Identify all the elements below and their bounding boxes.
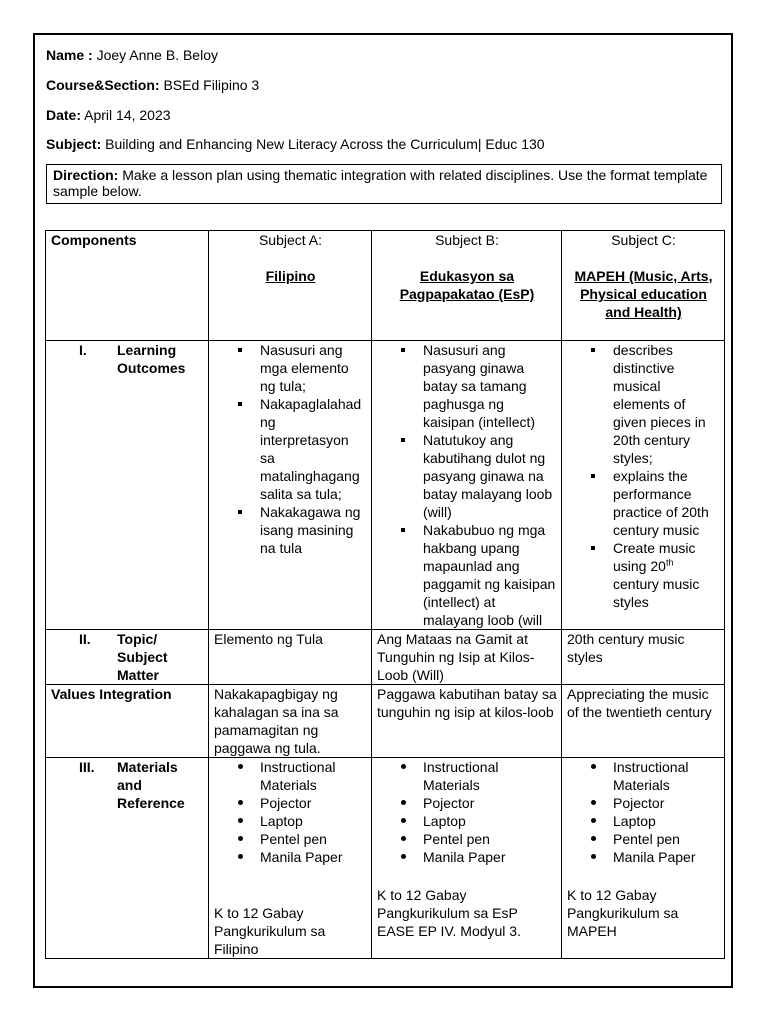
- materials-b: [372, 758, 562, 959]
- subject-b-header: Subject B: Edukasyon sa Pagpapakatao (EsP): [372, 231, 562, 341]
- list-item: Pojector: [567, 794, 720, 812]
- list-item: Nakapaglalahad ng interpretasyon sa matalinghagang salita sa tula;: [214, 395, 367, 503]
- list-item: explains the performance practice of 20th century music: [567, 467, 720, 539]
- materials-row: [46, 758, 725, 959]
- list-item: Natutukoy ang kabutihang dulot ng pasyang ginawa na batay malayang loob (will): [377, 431, 557, 521]
- learning-outcomes-label-cell: I. Learning Outcomes: [46, 341, 209, 630]
- name-value: Joey Anne B. Beloy: [96, 47, 218, 63]
- list-item: Pojector: [214, 794, 367, 812]
- list-item: Laptop: [377, 812, 557, 830]
- reference-b: K to 12 Gabay Pangkurikulum sa EsP EASE EP IV. Modyul 3.: [377, 887, 521, 939]
- subject-value: Building and Enhancing New Literacy Across the Curriculum| Educ 130: [105, 136, 545, 152]
- materials-c: [562, 758, 725, 959]
- values-c: Appreciating the music of the twentieth century: [562, 685, 725, 758]
- topic-c: 20th century music styles: [562, 630, 725, 685]
- name-line: Name : Joey Anne B. Beloy: [46, 47, 218, 63]
- list-item: Manila Paper: [567, 848, 720, 866]
- date-line: Date: April 14, 2023: [46, 107, 171, 123]
- materials-a: [209, 758, 372, 959]
- date-value: April 14, 2023: [84, 107, 171, 123]
- course-value: BSEd Filipino 3: [163, 77, 260, 93]
- course-line: Course&Section: BSEd Filipino 3: [46, 77, 260, 93]
- list-item: Instructional Materials: [214, 758, 367, 794]
- list-item: describes distinctive musical elements of given pieces in 20th century styles;: [567, 341, 720, 467]
- reference-c: K to 12 Gabay Pangkurikulum sa MAPEH: [567, 887, 679, 939]
- reference-a: K to 12 Gabay Pangkurikulum sa Filipino: [214, 905, 326, 957]
- list-item: Laptop: [214, 812, 367, 830]
- header-row: [46, 231, 725, 341]
- list-item: Nakakagawa ng isang masining na tula: [214, 503, 367, 557]
- list-item: Nasusuri ang mga elemento ng tula;: [214, 341, 367, 395]
- direction-box: [46, 164, 722, 204]
- topic-b: Ang Mataas na Gamit at Tunguhin ng Isip at Kilos-Loob (Will): [372, 630, 562, 685]
- direction-text: Make a lesson plan using thematic integration with related disciplines. Use the format template sample below.: [53, 167, 708, 199]
- list-item: Pojector: [377, 794, 557, 812]
- learning-outcomes-row: [46, 341, 725, 630]
- subject-c-name: MAPEH (Music, Arts, Physical education and Health): [574, 268, 713, 320]
- list-item: Create music using 20th century music styles: [567, 539, 720, 611]
- subject-c-header: Subject C: MAPEH (Music, Arts, Physical education and Health): [562, 231, 725, 341]
- values-b: Paggawa kabutihan batay sa tunguhin ng isip at kilos-loob: [372, 685, 562, 758]
- subject-b-name: Edukasyon sa Pagpapakatao (EsP): [399, 268, 535, 302]
- list-item: Pentel pen: [214, 830, 367, 848]
- list-item: Manila Paper: [214, 848, 367, 866]
- values-a: Nakakapagbigay ng kahalagan sa ina sa pamamagitan ng paggawa ng tula.: [209, 685, 372, 758]
- values-row: [46, 685, 725, 758]
- components-header: Components: [46, 231, 209, 341]
- values-label-cell: Values Integration: [46, 685, 209, 758]
- direction-label: Direction:: [53, 167, 119, 183]
- lesson-plan-table: [45, 230, 725, 959]
- materials-label-cell: III. Materials and Reference: [46, 758, 209, 959]
- list-item: Pentel pen: [567, 830, 720, 848]
- learning-outcomes-a: [209, 341, 372, 630]
- list-item: Instructional Materials: [377, 758, 557, 794]
- subject-a-header: Subject A: Filipino: [209, 231, 372, 341]
- learning-outcomes-c: [562, 341, 725, 630]
- list-item: Nasusuri ang pasyang ginawa batay sa tamang paghusga ng kaisipan (intellect): [377, 341, 557, 431]
- list-item: Pentel pen: [377, 830, 557, 848]
- list-item: Manila Paper: [377, 848, 557, 866]
- topic-row: [46, 630, 725, 685]
- subject-line: Subject: Building and Enhancing New Literacy Across the Curriculum| Educ 130: [46, 136, 545, 152]
- subject-a-name: Filipino: [265, 268, 316, 284]
- list-item: Nakabubuo ng mga hakbang upang mapaunlad ang paggamit ng kaisipan (intellect) at malayang loob (will: [377, 521, 557, 629]
- list-item: Laptop: [567, 812, 720, 830]
- topic-label-cell: II. Topic/ Subject Matter: [46, 630, 209, 685]
- list-item: Instructional Materials: [567, 758, 720, 794]
- learning-outcomes-b: [372, 341, 562, 630]
- topic-a: Elemento ng Tula: [209, 630, 372, 685]
